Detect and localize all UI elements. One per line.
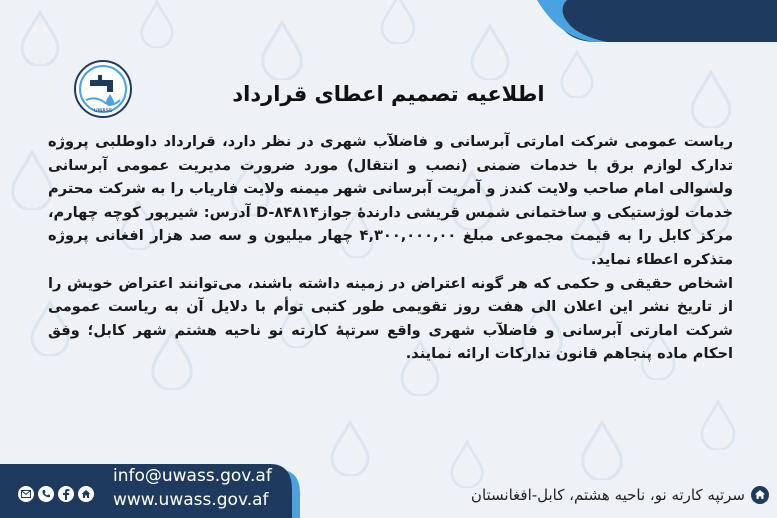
address-footer <box>471 486 769 504</box>
home-address-icon <box>751 486 769 504</box>
body-paragraph-2: اشخاص حقیقی و حکمی که هر گونه اعتراض در زمینه داشته باشند، می‌توانند اعتراض خویش را از تاریخ نشر این اعلان الی هفت روز تقویمی طور کتبی توأم با دلایل آن به ریاست عمومی شرکت امارتی آبرسانی و فاضلآب شهری واقع سرتپهٔ کارته نو ناحیه هشتم شهر کابل؛ وفق احکام ماده پنجاهم قانون تدارکات ارائه نمایند. <box>48 274 733 363</box>
announcement-body <box>48 130 733 366</box>
phone-icon[interactable] <box>38 486 54 502</box>
body-paragraph-1: ریاست عمومی شرکت امارتی آبرسانی و فاضلآب شهری در نظر دارد، قرارداد داوطلبی پروژه تدارک لوازم برق با خدمات ضمنی (نصب و انتقال) مورد ضرورت مدیریت عمومی آبرسانی ولسوالی امام صاحب ولایت کندز و آمریت آبرسانی شهر میمنه ولایت فاریاب را به شرکت محترم خدمات لوژستیکی و ساختمانی شمس قریشی دارندهٔ جوازD-۸۴۸۱۴ آدرس: شیرپور کوچه چهارم، مرکز کابل را به قیمت مجموعی مبلغ ۴,۳۰۰,۰۰۰,۰۰ چهار میلیون و سه صد هزار افغانی پروژه متذکره اعطاء نماید. <box>48 133 733 268</box>
announcement-title: اطلاعیه تصمیم اعطای قرارداد <box>232 82 545 106</box>
facebook-icon[interactable] <box>58 486 74 502</box>
home-icon[interactable] <box>78 486 94 502</box>
address-text: سرتپه کارته نو، ناحیه هشتم، کابل-افغانستان <box>470 486 745 504</box>
contact-email[interactable]: info@uwass.gov.af <box>113 466 272 486</box>
svg-text:UWASS: UWASS <box>93 108 113 114</box>
social-icons <box>18 486 94 502</box>
contact-footer <box>0 460 300 518</box>
corner-banner-top-right <box>537 0 777 42</box>
mail-icon[interactable] <box>18 486 34 502</box>
uwass-logo <box>74 60 132 118</box>
contact-website[interactable]: www.uwass.gov.af <box>113 490 269 510</box>
